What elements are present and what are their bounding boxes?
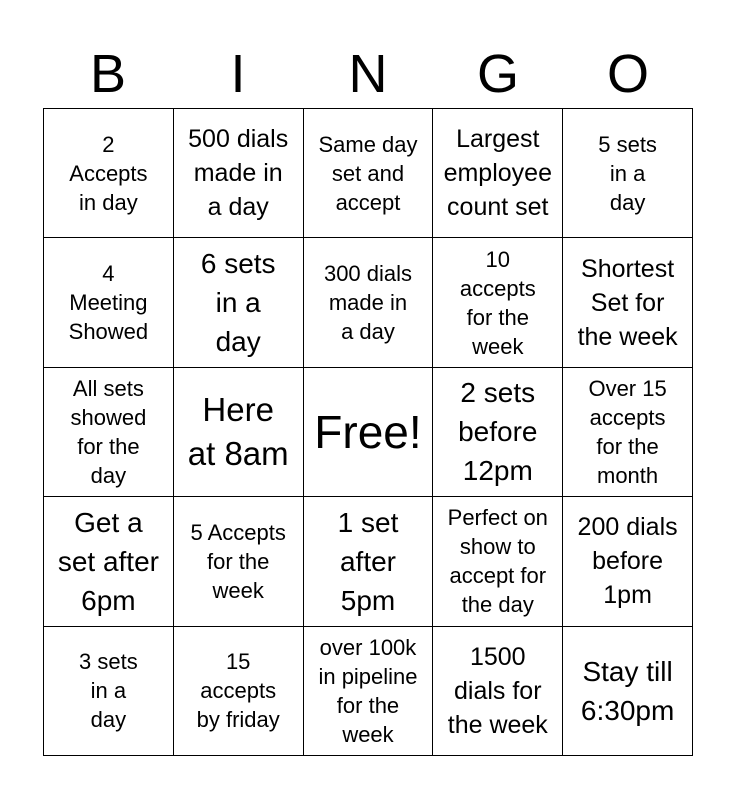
- bingo-cell[interactable]: 3 sets in a day: [44, 627, 174, 756]
- bingo-cell[interactable]: 500 dials made in a day: [174, 109, 304, 238]
- header-letter-g: G: [476, 44, 519, 104]
- free-space-cell[interactable]: Free!: [304, 368, 434, 497]
- bingo-cell[interactable]: 4 Meeting Showed: [44, 238, 174, 367]
- bingo-cell[interactable]: Largest employee count set: [433, 109, 563, 238]
- bingo-cell[interactable]: Stay till 6:30pm: [563, 627, 693, 756]
- header-letter-i: I: [230, 44, 246, 104]
- bingo-cell[interactable]: Get a set after 6pm: [44, 497, 174, 626]
- bingo-cell[interactable]: 2 sets before 12pm: [433, 368, 563, 497]
- bingo-cell[interactable]: 1 set after 5pm: [304, 497, 434, 626]
- bingo-cell[interactable]: Here at 8am: [174, 368, 304, 497]
- bingo-cell[interactable]: 5 sets in a day: [563, 109, 693, 238]
- bingo-cell[interactable]: 2 Accepts in day: [44, 109, 174, 238]
- bingo-cell[interactable]: Same day set and accept: [304, 109, 434, 238]
- header-letter-b: B: [89, 44, 127, 104]
- bingo-cell[interactable]: Perfect on show to accept for the day: [433, 497, 563, 626]
- bingo-cell[interactable]: All sets showed for the day: [44, 368, 174, 497]
- bingo-card-grid: [43, 108, 693, 756]
- bingo-header: [43, 40, 693, 108]
- bingo-cell[interactable]: 300 dials made in a day: [304, 238, 434, 367]
- bingo-cell[interactable]: 200 dials before 1pm: [563, 497, 693, 626]
- header-letter-o: O: [606, 44, 649, 104]
- bingo-cell[interactable]: 5 Accepts for the week: [174, 497, 304, 626]
- header-letter-n: N: [348, 44, 388, 104]
- bingo-cell[interactable]: Shortest Set for the week: [563, 238, 693, 367]
- bingo-cell[interactable]: 15 accepts by friday: [174, 627, 304, 756]
- bingo-cell[interactable]: over 100k in pipeline for the week: [304, 627, 434, 756]
- bingo-cell[interactable]: 6 sets in a day: [174, 238, 304, 367]
- bingo-cell[interactable]: 10 accepts for the week: [433, 238, 563, 367]
- bingo-cell[interactable]: Over 15 accepts for the month: [563, 368, 693, 497]
- bingo-cell[interactable]: 1500 dials for the week: [433, 627, 563, 756]
